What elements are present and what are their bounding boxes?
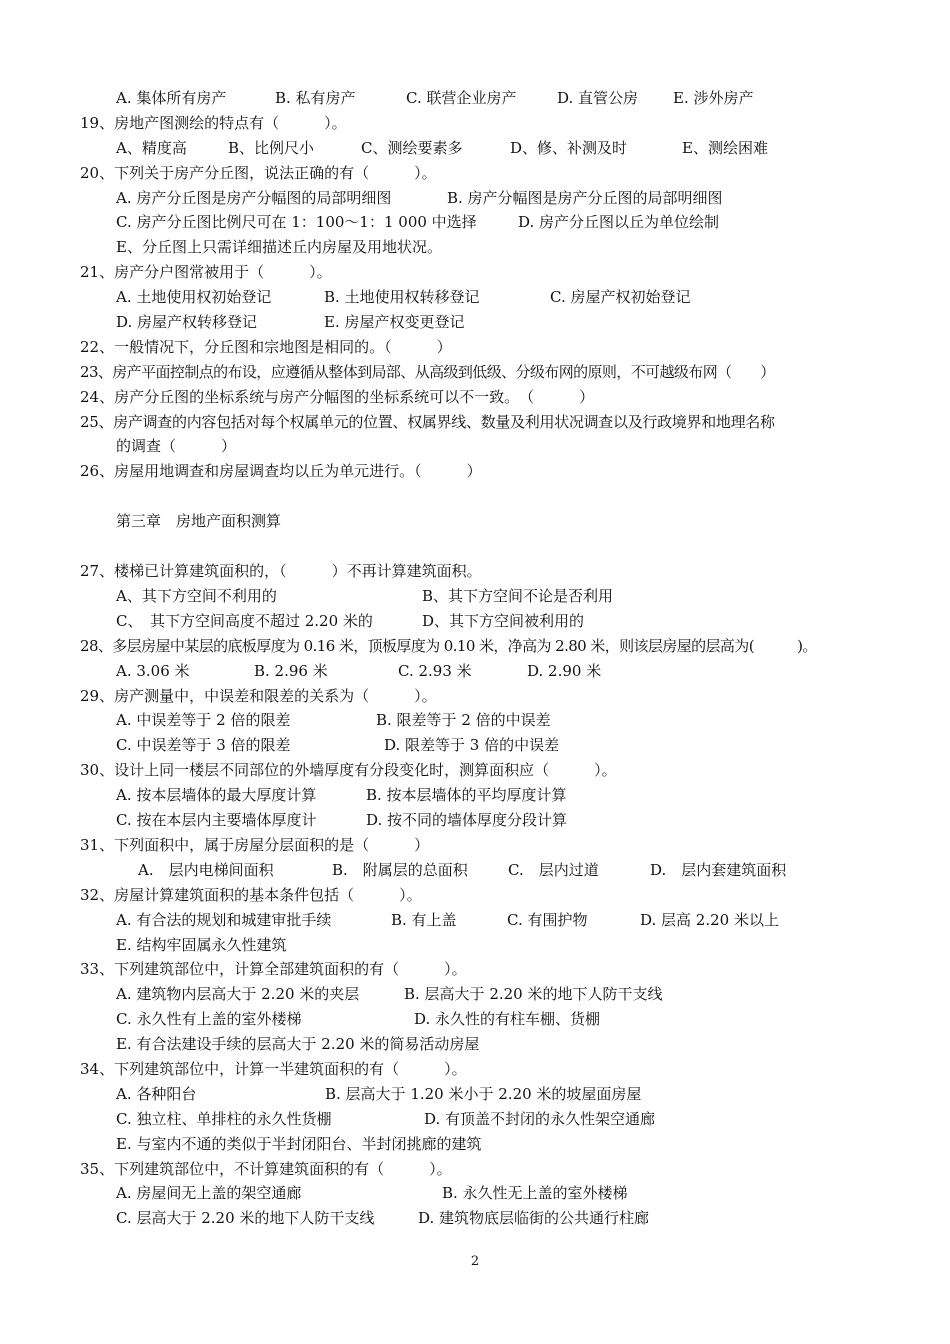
options-row <box>80 1082 880 1107</box>
options-row <box>80 858 880 883</box>
option: C、 其下方空间高度不超过 2.20 米的 <box>116 611 373 630</box>
options-row <box>80 733 880 758</box>
option: A. 中误差等于 2 倍的限差 <box>116 711 291 730</box>
option: A. 各种阳台 <box>116 1084 197 1103</box>
options-row <box>80 1107 880 1132</box>
option: A. 房屋间无上盖的架空通廊 <box>116 1184 302 1203</box>
question-29: 29、房产测量中，中误差和限差的关系为（ ）。 <box>80 686 437 705</box>
question-19: 19、房地产图测绘的特点有（ ）。 <box>80 113 347 132</box>
option: C、测绘要素多 <box>361 138 463 157</box>
option: C. 联营企业房产 <box>406 89 517 107</box>
option: A. 房产分丘图是房产分幅图的局部明细图 <box>116 188 392 207</box>
option: E. 与室内不通的类似于半封闭阳台、半封闭挑廊的建筑 <box>116 1134 482 1153</box>
question-34: 34、下列建筑部位中，计算一半建筑面积的有（ ）。 <box>80 1059 467 1078</box>
question-31: 31、下列面积中，属于房屋分层面积的是（ ） <box>80 835 430 854</box>
question-25: 25、房产调查的内容包括对每个权属单元的位置、权属界线、数量及利用状况调查以及行政境界和地理名称 <box>80 412 775 431</box>
question-28: 28、多层房屋中某层的底板厚度为 0.16 米，顶板厚度为 0.10 米，净高为 2.80 米，则该层房屋的层高为( )。 <box>80 636 817 655</box>
option: D. 层高 2.20 米以上 <box>640 910 779 929</box>
page-number: 2 <box>470 1254 480 1269</box>
option: C. 中误差等于 3 倍的限差 <box>116 736 291 755</box>
question-26: 26、房屋用地调查和房屋调查均以丘为单元进行。（ ） <box>80 462 482 481</box>
options-row <box>80 908 880 933</box>
options-row <box>80 982 880 1007</box>
document-body <box>80 86 880 1231</box>
option: A. 集体所有房产 <box>116 89 227 107</box>
option: A. 土地使用权初始登记 <box>116 288 272 307</box>
option: E、分丘图上只需详细描述丘内房屋及用地状况。 <box>116 238 442 257</box>
options-row <box>80 136 880 161</box>
options-row <box>80 708 880 733</box>
option: E. 有合法建设手续的层高大于 2.20 米的简易活动房屋 <box>116 1035 480 1054</box>
option: E、测绘困难 <box>682 138 768 157</box>
options-row <box>80 584 880 609</box>
option: E. 涉外房产 <box>673 89 754 107</box>
question-25-continued: 的调查（ ） <box>116 437 237 456</box>
options-row <box>80 1007 880 1032</box>
question-23: 23、房产平面控制点的布设，应遵循从整体到局部、从高级到低级、分级布网的原则，不可越级布网（ ） <box>80 362 775 381</box>
option: A、其下方空间不利用的 <box>116 587 277 606</box>
option: B. 土地使用权转移登记 <box>324 288 480 307</box>
option: A. 按本层墙体的最大厚度计算 <box>116 786 317 805</box>
option: A. 3.06 米 <box>116 661 190 680</box>
option: C. 房屋产权初始登记 <box>550 288 691 307</box>
option: C. 永久性有上盖的室外楼梯 <box>116 1010 302 1029</box>
options-row <box>80 783 880 808</box>
options-row <box>80 1181 880 1206</box>
option: C. 有围护物 <box>507 910 588 929</box>
option: B. 永久性无上盖的室外楼梯 <box>442 1184 628 1203</box>
option: B. 附属层的总面积 <box>332 860 468 879</box>
option: D、其下方空间被利用的 <box>422 611 585 630</box>
option: A. 建筑物内层高大于 2.20 米的夹层 <box>116 985 360 1004</box>
option: B、其下方空间不论是否利用 <box>422 587 614 606</box>
option: C. 层内过道 <box>508 860 599 879</box>
option: B. 有上盖 <box>391 910 457 929</box>
option: B. 限差等于 2 倍的中误差 <box>376 711 551 730</box>
option: B. 层高大于 2.20 米的地下人防干支线 <box>404 985 663 1004</box>
question-20: 20、下列关于房产分丘图，说法正确的有（ ）。 <box>80 163 437 182</box>
options-row <box>80 210 880 235</box>
options-row <box>80 186 880 211</box>
option: D. 建筑物底层临街的公共通行柱廊 <box>418 1209 650 1228</box>
option: D. 2.90 米 <box>527 661 602 680</box>
question-21: 21、房产分户图常被用于（ ）。 <box>80 263 332 282</box>
option: B. 2.96 米 <box>254 661 328 680</box>
option: C. 房产分丘图比例尺可在 1：100～1：1 000 中选择 <box>116 213 477 232</box>
option: D. 永久性的有柱车棚、货棚 <box>414 1010 601 1029</box>
question-32: 32、房屋计算建筑面积的基本条件包括（ ）。 <box>80 885 422 904</box>
options-row <box>80 609 880 634</box>
options-row <box>80 86 880 111</box>
options-row <box>80 808 880 833</box>
option: A. 层内电梯间面积 <box>138 860 274 879</box>
option: D、修、补测及时 <box>510 138 628 157</box>
option: D. 房产分丘图以丘为单位绘制 <box>518 213 720 232</box>
option: D. 房屋产权转移登记 <box>116 313 258 332</box>
option: B、比例尺小 <box>228 138 315 157</box>
option: B. 层高大于 1.20 米小于 2.20 米的坡屋面房屋 <box>325 1084 642 1103</box>
option: B. 房产分幅图是房产分丘图的局部明细图 <box>447 188 723 207</box>
option: A. 有合法的规划和城建审批手续 <box>116 910 332 929</box>
question-33: 33、下列建筑部位中，计算全部建筑面积的有（ ）。 <box>80 960 467 979</box>
chapter-heading: 第三章 房地产面积测算 <box>116 512 282 531</box>
question-30: 30、设计上同一楼层不同部位的外墙厚度有分段变化时，测算面积应（ ）。 <box>80 761 617 780</box>
options-row <box>80 1206 880 1231</box>
question-35: 35、下列建筑部位中，不计算建筑面积的有（ ）。 <box>80 1159 452 1178</box>
question-24: 24、房产分丘图的坐标系统与房产分幅图的坐标系统可以不一致。 （ ） <box>80 387 595 406</box>
options-row <box>80 310 880 335</box>
option: B. 按本层墙体的平均厚度计算 <box>366 786 567 805</box>
option: C. 层高大于 2.20 米的地下人防干支线 <box>116 1209 375 1228</box>
option: D. 限差等于 3 倍的中误差 <box>384 736 560 755</box>
options-row <box>80 659 880 684</box>
option: D. 层内套建筑面积 <box>650 860 787 879</box>
option: C. 独立柱、单排柱的永久性货棚 <box>116 1109 332 1128</box>
option: D. 直管公房 <box>557 89 639 107</box>
question-27: 27、楼梯已计算建筑面积的，（ ）不再计算建筑面积。 <box>80 562 482 581</box>
option: D. 有顶盖不封闭的永久性架空通廊 <box>424 1109 656 1128</box>
question-22: 22、一般情况下，分丘图和宗地图是相同的。（ ） <box>80 337 452 356</box>
option: C. 按在本层内主要墙体厚度计 <box>116 811 317 830</box>
option: E. 结构牢固属永久性建筑 <box>116 935 287 954</box>
option: A、精度高 <box>116 138 187 157</box>
options-row <box>80 285 880 310</box>
option: B. 私有房产 <box>275 89 356 107</box>
option: C. 2.93 米 <box>398 661 472 680</box>
option: E. 房屋产权变更登记 <box>324 313 465 332</box>
option: D. 按不同的墙体厚度分段计算 <box>366 811 568 830</box>
